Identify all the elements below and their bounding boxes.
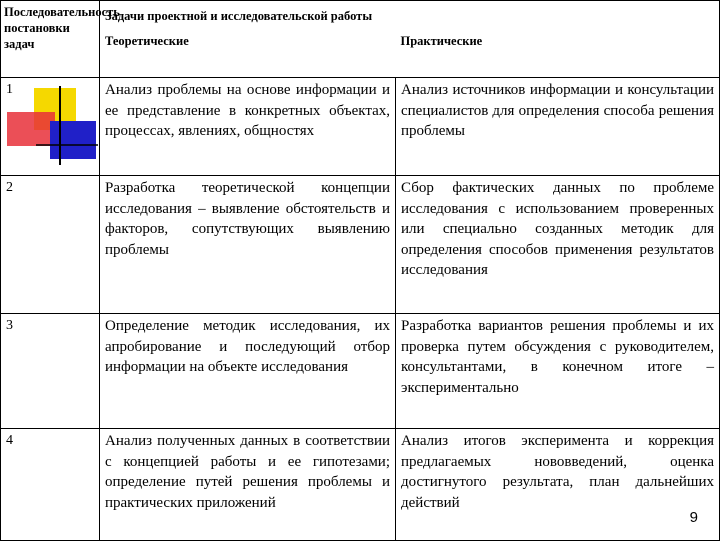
- header-main-title: Задачи проектной и исследовательской работы: [100, 1, 720, 31]
- theoretical-cell: Анализ полученных данных в соответствии с концепцией работы и ее гипотезами; определение путей решения проблемы и практических приложений: [100, 429, 396, 541]
- theoretical-cell: Определение методик исследования, их апробирование и последующий отбор информации на объекте исследования: [100, 314, 396, 429]
- theoretical-cell: Анализ проблемы на основе информации и ее представление в конкретных объектах, процессах, явлениях, общностях: [100, 78, 396, 176]
- header-theoretical: Теоретические: [100, 31, 396, 78]
- row-number: 4: [1, 429, 100, 541]
- row-number: 2: [1, 176, 100, 314]
- row-number: 3: [1, 314, 100, 429]
- header-sequence: Последовательность постановки задач: [1, 1, 100, 78]
- table-row: [1, 314, 720, 429]
- header-practical: Практические: [396, 31, 720, 78]
- practical-cell: Сбор фактических данных по проблеме исследования с использованием проверенных или специально созданных методик для определения способов применения результатов исследования: [396, 176, 720, 314]
- practical-cell: Анализ источников информации и консультации специалистов для определения способа решения проблемы: [396, 78, 720, 176]
- practical-cell: Анализ итогов эксперимента и коррекция предлагаемых нововведений, оценка достигнутого результата, план дальнейших действий: [396, 429, 720, 541]
- row-number: 1: [1, 78, 100, 176]
- theoretical-cell: Разработка теоретической концепции исследования – выявление обстоятельств и факторов, сопутствующих выявлению проблемы: [100, 176, 396, 314]
- table-row: [1, 176, 720, 314]
- practical-cell: Разработка вариантов решения проблемы и их проверка путем обсуждения с руководителем, консультантами, в конечном итоге – экспериментально: [396, 314, 720, 429]
- page-number: 9: [689, 509, 698, 526]
- table-row: [1, 78, 720, 176]
- table-row: [1, 429, 720, 541]
